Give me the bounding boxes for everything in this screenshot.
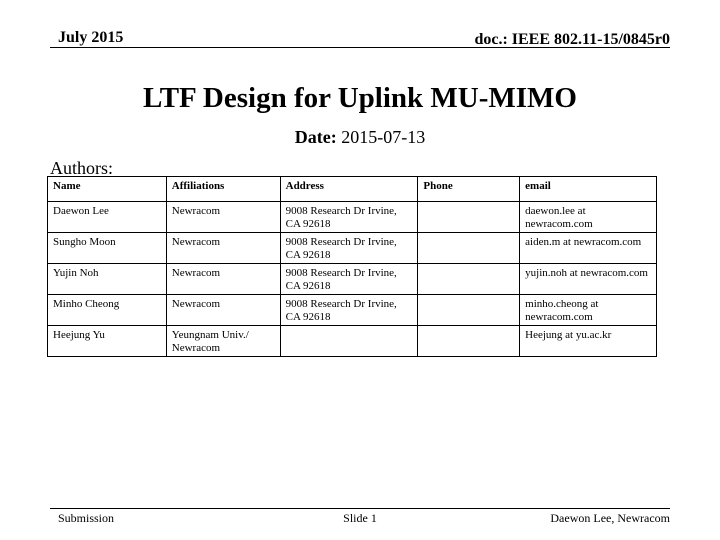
cell-affiliation: Newracom	[166, 295, 280, 326]
table-row	[48, 326, 657, 357]
cell-address: 9008 Research Dr Irvine, CA 92618	[280, 233, 418, 264]
cell-address: 9008 Research Dr Irvine, CA 92618	[280, 202, 418, 233]
cell-email: yujin.noh at newracom.com	[520, 264, 657, 295]
table-row	[48, 202, 657, 233]
column-header-phone: Phone	[418, 177, 520, 202]
cell-name: Yujin Noh	[48, 264, 167, 295]
table-row	[48, 295, 657, 326]
cell-affiliation: Newracom	[166, 264, 280, 295]
column-header-address: Address	[280, 177, 418, 202]
header-doc-id: doc.: IEEE 802.11-15/0845r0	[474, 31, 670, 48]
footer-submission: Submission	[58, 511, 115, 525]
table-row	[48, 233, 657, 264]
authors-label: Authors:	[50, 158, 113, 178]
cell-phone	[418, 326, 520, 357]
footer-author: Daewon Lee, Newracom	[550, 511, 670, 525]
table-header-row	[48, 177, 657, 202]
cell-phone	[418, 295, 520, 326]
cell-email: Heejung at yu.ac.kr	[520, 326, 657, 357]
cell-address: 9008 Research Dr Irvine, CA 92618	[280, 264, 418, 295]
cell-address	[280, 326, 418, 357]
cell-name: Daewon Lee	[48, 202, 167, 233]
cell-phone	[418, 264, 520, 295]
column-header-email: email	[520, 177, 657, 202]
footer-slide-number: Slide 1	[343, 511, 377, 525]
slide-title: LTF Design for Uplink MU-MIMO	[143, 82, 577, 114]
date-line	[0, 127, 720, 148]
cell-email: daewon.lee at newracom.com	[520, 202, 657, 233]
header-divider	[50, 47, 670, 48]
cell-phone	[418, 233, 520, 264]
cell-name: Minho Cheong	[48, 295, 167, 326]
date-value: 2015-07-13	[341, 127, 426, 147]
cell-name: Heejung Yu	[48, 326, 167, 357]
cell-phone	[418, 202, 520, 233]
column-header-affiliations: Affiliations	[166, 177, 280, 202]
cell-name: Sungho Moon	[48, 233, 167, 264]
footer-divider	[50, 508, 670, 509]
column-header-name: Name	[48, 177, 167, 202]
date-label: Date:	[294, 127, 337, 147]
authors-table	[47, 176, 657, 357]
cell-address: 9008 Research Dr Irvine, CA 92618	[280, 295, 418, 326]
cell-affiliation: Newracom	[166, 202, 280, 233]
cell-affiliation: Yeungnam Univ./ Newracom	[166, 326, 280, 357]
cell-affiliation: Newracom	[166, 233, 280, 264]
table-row	[48, 264, 657, 295]
header-date: July 2015	[58, 29, 124, 46]
cell-email: minho.cheong at newracom.com	[520, 295, 657, 326]
cell-email: aiden.m at newracom.com	[520, 233, 657, 264]
